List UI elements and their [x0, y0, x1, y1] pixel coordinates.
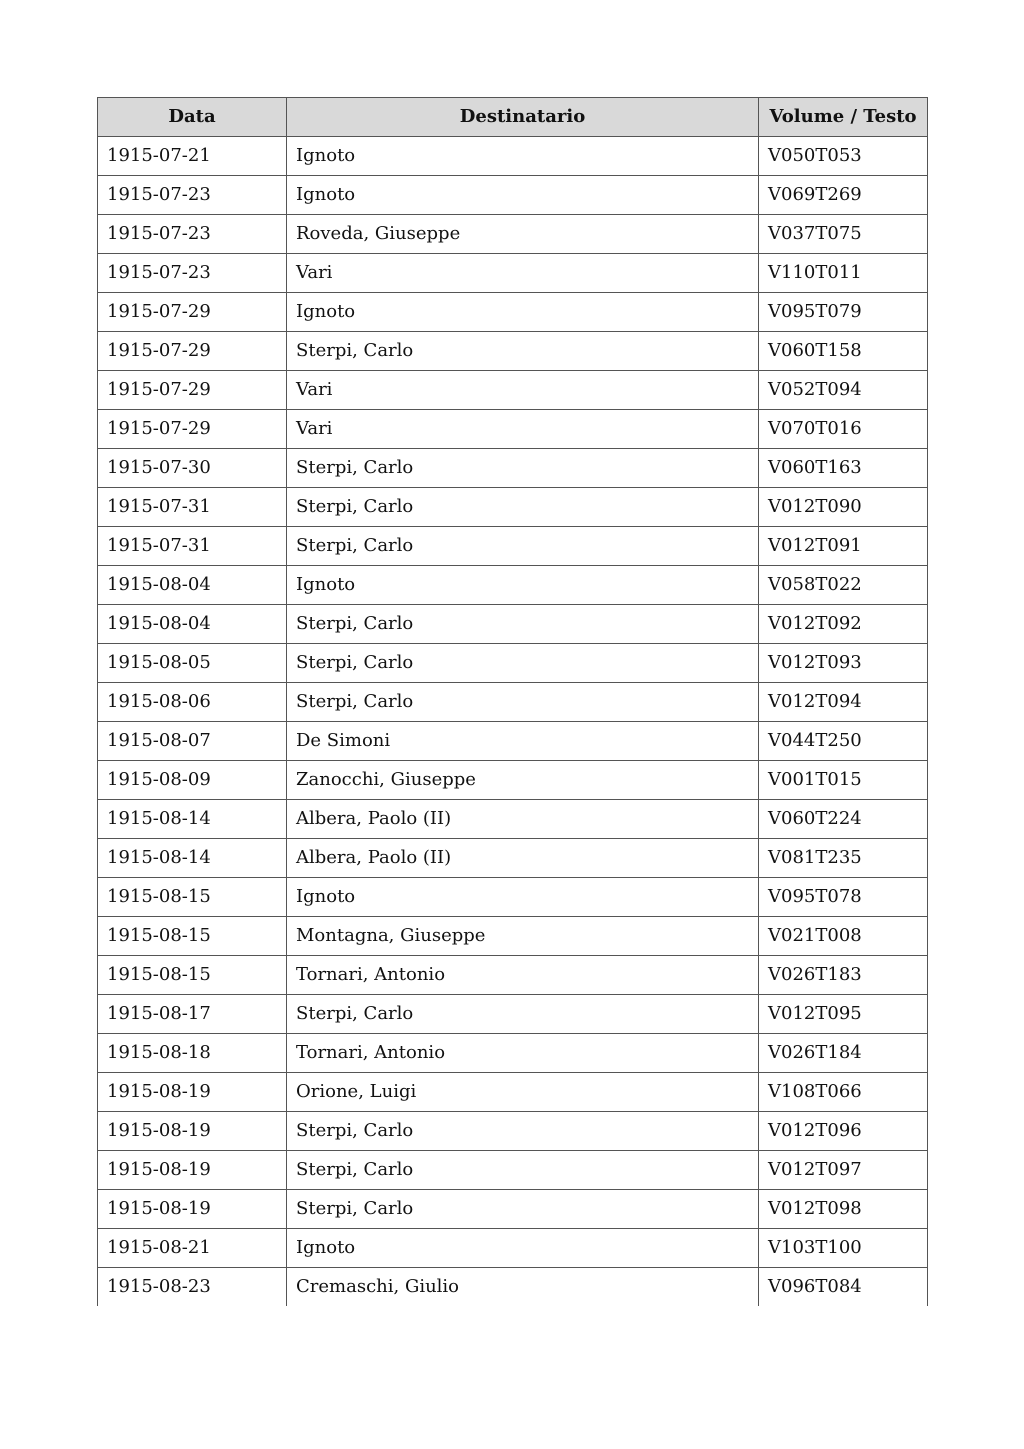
cell-date: 1915-08-14: [98, 800, 287, 839]
cell-date: 1915-07-23: [98, 254, 287, 293]
cell-date: 1915-08-15: [98, 878, 287, 917]
cell-date: 1915-08-19: [98, 1190, 287, 1229]
cell-date: 1915-08-21: [98, 1229, 287, 1268]
cell-volume-text: V026T184: [759, 1034, 928, 1073]
cell-date: 1915-08-05: [98, 644, 287, 683]
table-row: [98, 254, 928, 293]
table-row: [98, 371, 928, 410]
cell-recipient: Sterpi, Carlo: [287, 644, 759, 683]
cell-recipient: De Simoni: [287, 722, 759, 761]
table-row: [98, 605, 928, 644]
cell-date: 1915-07-31: [98, 527, 287, 566]
cell-date: 1915-08-04: [98, 566, 287, 605]
cell-volume-text: V110T011: [759, 254, 928, 293]
cell-volume-text: V052T094: [759, 371, 928, 410]
cell-volume-text: V012T095: [759, 995, 928, 1034]
cell-volume-text: V012T097: [759, 1151, 928, 1190]
cell-recipient: Cremaschi, Giulio: [287, 1268, 759, 1307]
cell-date: 1915-08-19: [98, 1073, 287, 1112]
table-row: [98, 410, 928, 449]
cell-date: 1915-08-19: [98, 1112, 287, 1151]
cell-date: 1915-07-29: [98, 293, 287, 332]
cell-date: 1915-08-09: [98, 761, 287, 800]
cell-date: 1915-07-31: [98, 488, 287, 527]
letters-table: [97, 97, 928, 1306]
cell-volume-text: V001T015: [759, 761, 928, 800]
cell-recipient: Ignoto: [287, 566, 759, 605]
table-row: [98, 1073, 928, 1112]
cell-recipient: Sterpi, Carlo: [287, 995, 759, 1034]
cell-date: 1915-07-30: [98, 449, 287, 488]
table-row: [98, 137, 928, 176]
cell-volume-text: V095T079: [759, 293, 928, 332]
cell-volume-text: V026T183: [759, 956, 928, 995]
cell-date: 1915-08-14: [98, 839, 287, 878]
cell-recipient: Sterpi, Carlo: [287, 605, 759, 644]
cell-recipient: Vari: [287, 254, 759, 293]
cell-recipient: Sterpi, Carlo: [287, 1112, 759, 1151]
cell-volume-text: V103T100: [759, 1229, 928, 1268]
cell-recipient: Vari: [287, 410, 759, 449]
table-row: [98, 761, 928, 800]
cell-recipient: Ignoto: [287, 137, 759, 176]
cell-volume-text: V012T096: [759, 1112, 928, 1151]
cell-volume-text: V070T016: [759, 410, 928, 449]
cell-volume-text: V108T066: [759, 1073, 928, 1112]
cell-recipient: Sterpi, Carlo: [287, 1151, 759, 1190]
table-row: [98, 1151, 928, 1190]
cell-volume-text: V060T224: [759, 800, 928, 839]
header-row: [98, 98, 928, 137]
cell-recipient: Montagna, Giuseppe: [287, 917, 759, 956]
cell-recipient: Vari: [287, 371, 759, 410]
cell-recipient: Sterpi, Carlo: [287, 332, 759, 371]
cell-date: 1915-08-07: [98, 722, 287, 761]
table-row: [98, 1034, 928, 1073]
cell-volume-text: V095T078: [759, 878, 928, 917]
table-row: [98, 1229, 928, 1268]
cell-date: 1915-08-15: [98, 917, 287, 956]
table-row: [98, 839, 928, 878]
cell-recipient: Ignoto: [287, 878, 759, 917]
cell-date: 1915-08-04: [98, 605, 287, 644]
cell-volume-text: V021T008: [759, 917, 928, 956]
cell-recipient: Roveda, Giuseppe: [287, 215, 759, 254]
cell-volume-text: V012T092: [759, 605, 928, 644]
cell-date: 1915-08-06: [98, 683, 287, 722]
table-row: [98, 176, 928, 215]
cell-volume-text: V012T093: [759, 644, 928, 683]
cell-recipient: Ignoto: [287, 1229, 759, 1268]
cell-volume-text: V037T075: [759, 215, 928, 254]
table-row: [98, 566, 928, 605]
table-row: [98, 995, 928, 1034]
table-row: [98, 449, 928, 488]
table-row: [98, 917, 928, 956]
cell-recipient: Albera, Paolo (II): [287, 839, 759, 878]
cell-date: 1915-08-15: [98, 956, 287, 995]
table-row: [98, 1112, 928, 1151]
cell-recipient: Orione, Luigi: [287, 1073, 759, 1112]
cell-volume-text: V060T163: [759, 449, 928, 488]
table-row: [98, 293, 928, 332]
header-volume-text: Volume / Testo: [759, 98, 928, 137]
cell-volume-text: V081T235: [759, 839, 928, 878]
table-row: [98, 215, 928, 254]
cell-date: 1915-08-19: [98, 1151, 287, 1190]
cell-date: 1915-07-23: [98, 176, 287, 215]
cell-date: 1915-08-18: [98, 1034, 287, 1073]
cell-date: 1915-07-23: [98, 215, 287, 254]
cell-recipient: Sterpi, Carlo: [287, 449, 759, 488]
cell-date: 1915-07-21: [98, 137, 287, 176]
cell-recipient: Tornari, Antonio: [287, 1034, 759, 1073]
header-recipient: Destinatario: [287, 98, 759, 137]
cell-recipient: Ignoto: [287, 293, 759, 332]
table-row: [98, 332, 928, 371]
table-row: [98, 956, 928, 995]
cell-volume-text: V012T098: [759, 1190, 928, 1229]
cell-date: 1915-07-29: [98, 371, 287, 410]
table-row: [98, 1190, 928, 1229]
cell-volume-text: V058T022: [759, 566, 928, 605]
table-row: [98, 488, 928, 527]
cell-volume-text: V060T158: [759, 332, 928, 371]
cell-recipient: Sterpi, Carlo: [287, 1190, 759, 1229]
cell-volume-text: V012T094: [759, 683, 928, 722]
cell-date: 1915-07-29: [98, 410, 287, 449]
table-header: [98, 98, 928, 137]
table-row: [98, 878, 928, 917]
cell-recipient: Ignoto: [287, 176, 759, 215]
table-row: [98, 1268, 928, 1307]
cell-date: 1915-08-17: [98, 995, 287, 1034]
cell-recipient: Albera, Paolo (II): [287, 800, 759, 839]
table-body: [98, 137, 928, 1307]
cell-volume-text: V050T053: [759, 137, 928, 176]
cell-volume-text: V044T250: [759, 722, 928, 761]
cell-recipient: Sterpi, Carlo: [287, 488, 759, 527]
cell-volume-text: V012T091: [759, 527, 928, 566]
cell-recipient: Sterpi, Carlo: [287, 683, 759, 722]
cell-recipient: Zanocchi, Giuseppe: [287, 761, 759, 800]
cell-volume-text: V096T084: [759, 1268, 928, 1307]
cell-volume-text: V012T090: [759, 488, 928, 527]
table-row: [98, 722, 928, 761]
cell-date: 1915-08-23: [98, 1268, 287, 1307]
cell-recipient: Tornari, Antonio: [287, 956, 759, 995]
cell-recipient: Sterpi, Carlo: [287, 527, 759, 566]
header-date: Data: [98, 98, 287, 137]
table-row: [98, 683, 928, 722]
table-row: [98, 800, 928, 839]
table-row: [98, 527, 928, 566]
cell-date: 1915-07-29: [98, 332, 287, 371]
table-row: [98, 644, 928, 683]
cell-volume-text: V069T269: [759, 176, 928, 215]
